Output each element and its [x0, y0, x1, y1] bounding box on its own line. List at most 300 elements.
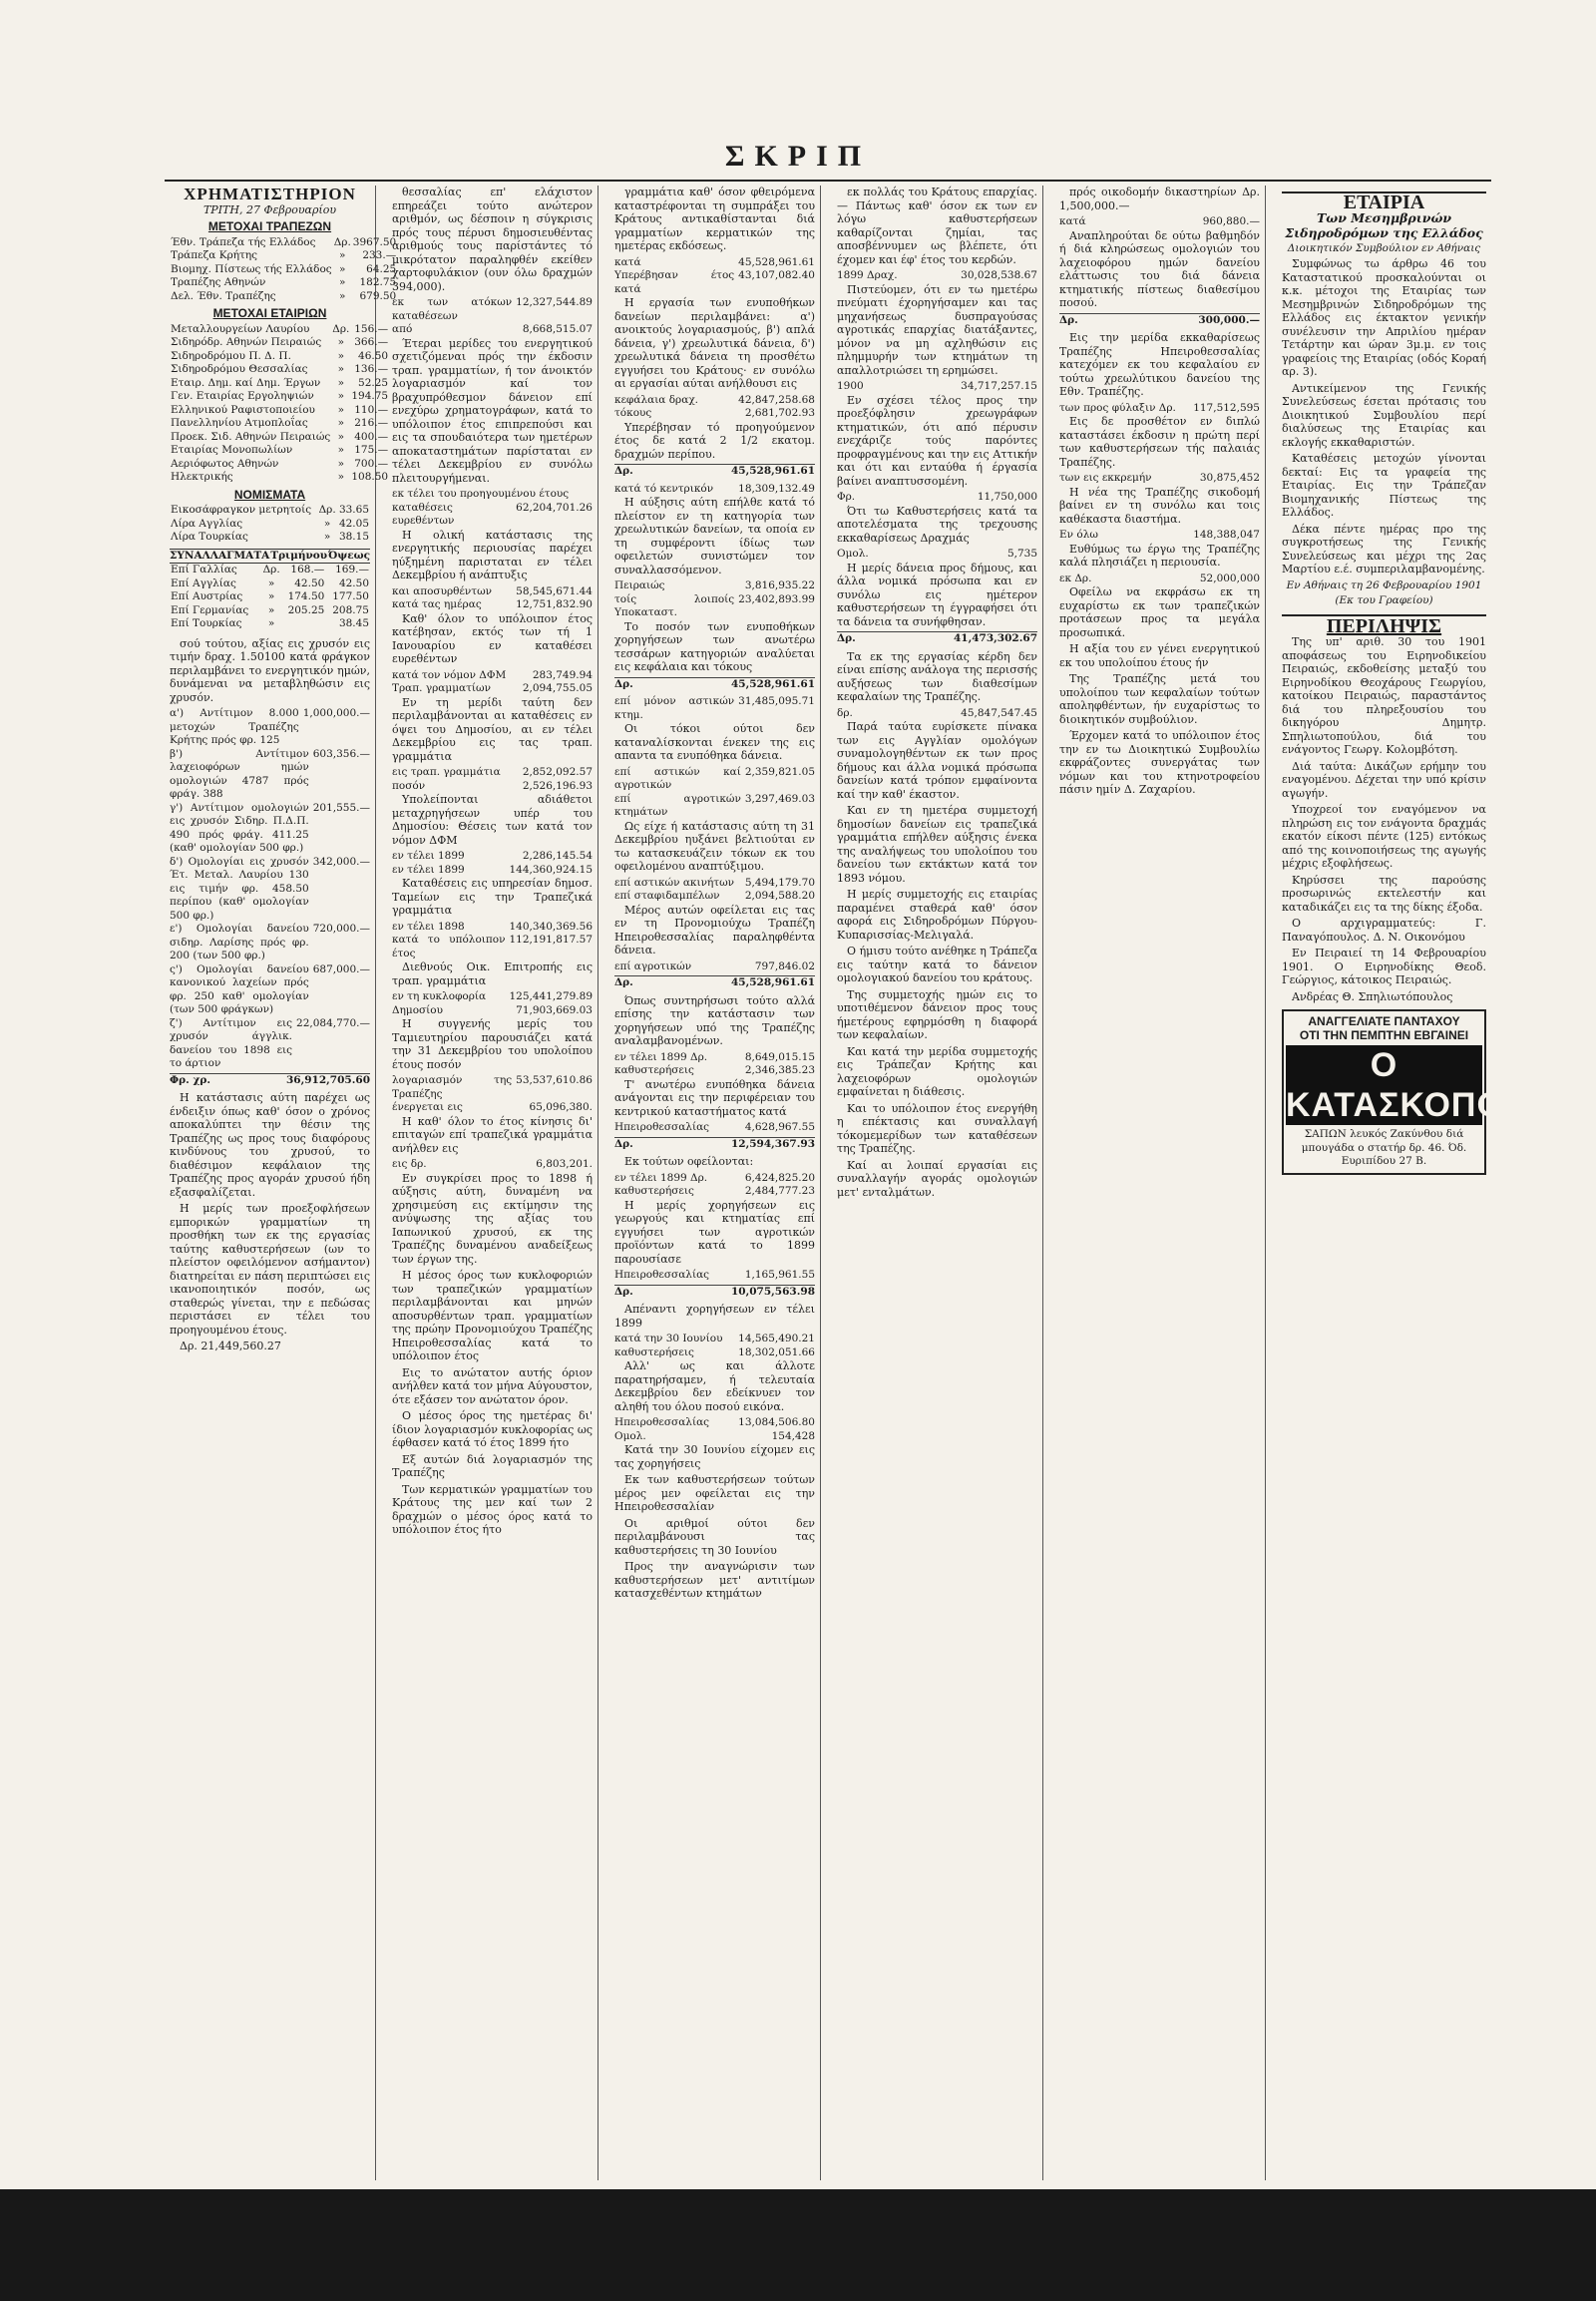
figure-row: [614, 394, 815, 408]
figure-row: [614, 1185, 815, 1199]
figure-value: 45,528,961.61: [730, 677, 815, 690]
figure-row: [837, 707, 1037, 721]
paragraph: Και κατά την μερίδα συμμετοχής εις Τράπεζαν Κρήτης και λαχειοφόρων ομολογιών εμφαίνεται η διάθεσις.: [837, 1044, 1037, 1098]
paragraph: Η μερίς χορηγήσεων εις γεωργούς και κτηματίας επί εγγυήσει των αγροτικών προϊόντων κατά το 1899 παρουσίασε: [614, 1198, 815, 1266]
paragraph: Η μερίς συμμετοχής εις εταιρίας παραμένει σταθερά καθ' όσον αφορά εις Σιδηροδρόμων Πύργου-Κυπαρισσίας-Μελιγαλά.: [837, 888, 1037, 942]
figure-value: 12,327,544.89: [516, 296, 593, 308]
figure-row: [614, 793, 815, 820]
column-4: [832, 186, 1043, 2180]
figure-row: [392, 502, 593, 529]
periplus-paragraph: Της υπ' αριθ. 30 του 1901 αποφάσεως του Ειρηνοδικείου Πειραιώς, εκδοθείσης μεταξύ του Ειρηνοδίκου Θεοχάρους Γεωργίου, κατοίκου Πειραιώς, παραστάντος διά του πληρεξουσίου του δικηγόρου Δημητρ. Σπηλιωτοπούλου, διά του ενάγοντος Γεωργ. Κολομβότση.: [1282, 635, 1486, 756]
quote-value: 400.—: [354, 430, 389, 443]
figure-label: Πειραιώς: [614, 579, 665, 591]
figure-row: [392, 1101, 593, 1115]
figure-label: Δρ.: [614, 677, 633, 690]
figure-row: [614, 1269, 815, 1283]
figure-value: 3,297,469.03: [744, 792, 815, 805]
paragraph: Ο μέσος όρος της ημετέρας δι' ίδιον λογαριασμόν κυκλοφορίας ως έφθασεν κατά τό έτος 1899 ήτο: [392, 1409, 593, 1449]
figure-row: [614, 1430, 815, 1444]
quote-row: [170, 350, 389, 364]
figure-row: [392, 682, 593, 696]
paragraph: Ότι τω Καθυστερήσεις κατά τα αποτελέσματα της τρεχουσης εκκαθαρίσεως Δραχμάς: [837, 504, 1037, 545]
paragraph: Τα εκ της εργασίας κέρδη δεν είναι επίσης ανάλογα της περισσής αυξήσεως των διαθεσίμων κεφαλαίων της Τραπέζης.: [837, 649, 1037, 703]
fx-header: [170, 549, 370, 565]
gold-item-label: ς') Ομολογίαι δανείου κανονικού λαχείων πρός φρ. 250 καθ' ομολογίαν (των 500 φράγκων): [170, 962, 309, 1015]
quote-name: Ελληνικού Ραφιστοποιείου: [171, 403, 315, 416]
paragraph: Εν σχέσει τέλος προς την προεξόφλησιν χρεωγράφων κτηματικών, ότι από πέρυσιν ενεχάριζε τούς παρόντες προφραγμένους και την εις Αττικήν και ότι και ενταύθα ή έργασία βαίνει αναπτυσσομένη.: [837, 393, 1037, 488]
figure-value: 148,388,047: [1193, 529, 1260, 541]
figure-label: εις τραπ. γραμμάτια: [392, 766, 501, 778]
quote-name: Εταιρ. Δημ. καί Δημ. Έργων: [171, 376, 321, 389]
quote-value: 679.50: [359, 289, 397, 302]
figure-label: εκ Δρ.: [1059, 572, 1092, 584]
figure-row: [614, 1051, 815, 1065]
fx-unit: Δρ.: [262, 564, 280, 575]
figure-value: 154,428: [771, 1429, 815, 1442]
quote-name: Αεριόφωτος Αθηνών: [171, 457, 279, 470]
quote-value: 110.—: [354, 403, 389, 416]
masthead: [0, 140, 1596, 174]
paragraph: Οι αριθμοί ούτοι δεν περιλαμβάνουσι τας καθυστερήσεις τη 30 Ιουνίου: [614, 1516, 815, 1557]
figure-label: επί σταφιδαμπέλων: [614, 890, 720, 902]
gold-item: [170, 963, 370, 1017]
figure-row: [837, 269, 1037, 283]
figure-label: Εν όλω: [1059, 529, 1098, 541]
figure-label: επί αστικών καί αγροτικών: [614, 765, 741, 791]
figure-row: [614, 1137, 815, 1152]
figure-row: [614, 483, 815, 497]
figure-label: Δρ.: [837, 632, 856, 644]
fx-unit: »: [267, 603, 275, 616]
paragraph: Και εν τη ημετέρα συμμετοχή δημοσίων δανείων εις τραπεζικά γραμμάτια επήλθεν αύξησις ένεκα της αναλήψεως του υπολοίπου του δανείου των εκτάκτων κατά τον 1893 νόμου.: [837, 804, 1037, 885]
figure-label: εν τέλει 1899: [392, 850, 465, 862]
quote-name: Βιομηχ. Πίστεως τής Ελλάδος: [171, 262, 332, 275]
quote-name: Τράπεζα Κρήτης: [171, 249, 258, 261]
paragraph: Πιστεύομεν, ότι εν τω ημετέρω πνεύματι έχορηγήσαμεν και τας μηχανήσεως δυσπραγούσας αγροτικάς επαρχίας διατάξαντες, μόνον να μη αχληθώσιν εις πλημμυρήν των κτημάτων τη απαλλοτριώσει τη ερημώσει.: [837, 282, 1037, 377]
fx-name: Επί Γαλλίας: [171, 564, 237, 575]
figure-row: [392, 296, 593, 323]
figure-row: [614, 593, 815, 620]
gold-item-label: δ') Ομολογίαι εις χρυσόν Έτ. Μεταλ. Λαυρίου 130 εις τιμήν φρ. 458.50 περίπου (καθ' ομολογίαν 500 φρ.): [170, 855, 309, 922]
figure-label: Δρ.: [614, 1285, 633, 1298]
figure-label: ποσόν: [392, 779, 426, 792]
quote-row: [170, 390, 389, 404]
figure-label: κατά την 30 Ιουνίου: [614, 1333, 723, 1344]
paragraph: Υπολείπονται αδιάθετοι μεταχρηγήσεων υπέρ του Δημοσίου: Θέσεις των κατά τον νόμον ΔΦΜ: [392, 793, 593, 847]
quote-name: Πανελληνίου Ατμοπλοΐας: [171, 417, 308, 429]
quote-name: Τραπέζης Αθηνών: [171, 276, 266, 288]
quote-row: [170, 363, 389, 377]
quote-value: 216.—: [354, 417, 389, 429]
quote-row: [170, 471, 389, 485]
figure-value: 31,485,095.71: [738, 695, 815, 707]
quote-name: Μεταλλουργείων Λαυρίου: [171, 322, 310, 335]
quote-unit: »: [337, 376, 345, 389]
paragraph: Η νέα της Τραπέζης σικοδομή βαίνει εν τη συνόλω και τοις καθέκαστα διαστήμα.: [1059, 485, 1260, 526]
gold-item: [170, 856, 370, 924]
figure-value: 112,191,817.57: [509, 934, 593, 946]
fx-unit: »: [267, 590, 275, 602]
figure-label: Ηπειροθεσσαλίας: [614, 1416, 710, 1428]
col2-body: [392, 186, 593, 1537]
periplus-title: ΠΕΡΙΛΗΨΙΣ: [1282, 614, 1486, 634]
paragraph: Προς την αναγνώρισιν των καθυστερήσεων μετ' αντιτίμων κατασχεθέντων κτημάτων: [614, 1560, 815, 1600]
figure-value: [589, 488, 593, 502]
figure-row: [392, 990, 593, 1004]
figure-label: Δρ.: [1059, 313, 1078, 326]
figure-value: 125,441,279.89: [509, 990, 593, 1002]
figure-label: εν τη κυκλοφορία: [392, 990, 487, 1002]
quote-row: [170, 444, 389, 458]
figure-row: [614, 877, 815, 891]
quote-unit: »: [337, 444, 345, 456]
col1-total-value: 36,912,705.60: [285, 1073, 370, 1086]
gold-item: [170, 748, 370, 802]
fx-row: [170, 577, 370, 591]
periplus-paragraph: Ανδρέας Θ. Σπηλιωτόπουλος: [1292, 989, 1453, 1003]
quote-unit: »: [337, 363, 345, 375]
figure-label: Δρ.: [614, 976, 633, 988]
paragraph: θεσσαλίας επ' ελάχιστον επηρεάζει τούτο ανώτερον αριθμόν, ως δέσποιν η σύγκρισις πρός τους πέρυσι δημοσιευθέντας αριθμούς τους παρίστάντες τό μικρότατον παραληφθέν εκείθεν χαρτοφυλάκιον (ουν όλω δραχμών 394,000).: [392, 186, 593, 293]
quote-value: 156.—: [354, 322, 389, 335]
figure-value: 18,302,051.66: [738, 1345, 815, 1358]
figure-value: 13,084,506.80: [738, 1416, 815, 1428]
figure-row: [614, 975, 815, 990]
quote-name: Ηλεκτρικής: [171, 471, 233, 483]
figure-value: 2,852,092.57: [522, 766, 593, 778]
fx-three-month: 42.50: [294, 576, 325, 589]
figure-row: [614, 269, 815, 296]
paragraph: Υπερέβησαν τό προηγούμενον έτος δε κατά 2 1/2 εκατομ. δραχμών περίπου.: [614, 420, 815, 461]
figure-row: [392, 323, 593, 337]
fx-table: [170, 564, 370, 631]
quote-row: [170, 504, 370, 518]
paragraph: Εις την μερίδα εκκαθαρίσεως Τραπέζης Ηπειροθεσσαλίας κατεχόμεν εκ του κεφαλαίου εν τούτω χρεωλύτικου δανείου της Εθν. Τραπέζης.: [1059, 331, 1260, 398]
fx-header-sight: Όψεως: [328, 549, 370, 562]
quote-row: [170, 290, 397, 304]
figure-row: [837, 631, 1037, 646]
figure-value: 52,000,000: [1199, 572, 1260, 584]
figure-value: 117,512,595: [1193, 401, 1260, 414]
figure-label: κεφάλαια δραχ.: [614, 393, 699, 406]
gold-item-amount: 342,000.—: [312, 855, 370, 868]
figure-row: [392, 598, 593, 612]
quote-name: Εταιρίας Μονοπωλίων: [171, 444, 293, 456]
figure-value: 797,846.02: [754, 959, 815, 972]
paragraph: Της συμμετοχής ημών εις το υποτιθέμενον δάνειον προς τους ήμετέρους εφηρμόσθη η διαφορά των κεφαλαίων.: [837, 987, 1037, 1041]
figure-row: [837, 548, 1037, 562]
ad-line-2: ΟΤΙ ΤΗΝ ΠΕΜΠΤΗΝ ΕΒΓΑΙΝΕΙ: [1299, 1027, 1469, 1042]
advertisement: [1282, 1009, 1526, 1175]
figure-value: 2,526,196.93: [522, 779, 593, 792]
paragraph: Της Τραπέζης μετά του υπολοίπου των κεφαλαίων τούτων αποληφθέντων, ήν ευχαρίστως το διοικητικόν συμβούλιον.: [1059, 672, 1260, 726]
figure-value: 14,565,490.21: [738, 1333, 815, 1344]
figure-label: κατά το υπόλοιπον έτος: [392, 934, 506, 959]
figure-label: από: [392, 323, 413, 335]
quote-value: 46.50: [358, 349, 389, 362]
paragraph: Το ποσόν των ενυποθήκων χορηγήσεων των ανωτέρω τεσσάρων κατηγοριών αναλύεται εις κεφάλαια και τόκους: [614, 619, 815, 673]
figure-value: 2,681,702.93: [744, 407, 815, 419]
quote-unit: »: [323, 531, 331, 543]
figure-label: επί αγροτικών: [614, 959, 692, 972]
fx-unit: »: [267, 617, 275, 629]
quote-unit: »: [339, 276, 346, 288]
fx-three-month: 168.—: [290, 564, 325, 575]
paragraph: Η αύξησις αύτη επήλθε κατά τό πλείστον εν τη κατηγορία των χρεωλυτικών δανείων, τα οποία εν τη συμφέροντι ίδίως των οφειλετών συνιστώμεν τον συναλλασσόμενον.: [614, 496, 815, 576]
paragraph: Εκ των καθυστερήσεων τούτων μέρος μεν οφείλεται εις την Ηπειροθεσσαλίαν: [614, 1473, 815, 1513]
fx-sight: 38.45: [338, 617, 369, 629]
figure-label: κατά τον νόμον ΔΦΜ: [392, 668, 507, 681]
figure-row: [1059, 573, 1260, 586]
figure-label: εκ τέλει του προηγουμένου έτους: [392, 488, 570, 500]
figure-label: τόκους: [614, 407, 652, 419]
figure-label: καταθέσεις ευρεθέντων: [392, 501, 455, 527]
paragraph: Οι τόκοι ούτοι δεν καταναλίσκονται ένεκεν της εις απαντα τα ενυπόθηκα δάνεια.: [614, 722, 815, 762]
figure-label: Δημοσίου: [392, 1003, 444, 1016]
quote-unit: »: [337, 336, 345, 348]
paragraph: Και το υπόλοιπον έτος ενεργήθη η επέκτασις και συναλλαγή τόκομεμερίδων των καταθέσεων της Τραπέζης.: [837, 1101, 1037, 1155]
fx-row: [170, 590, 370, 604]
figure-label: δρ.: [837, 706, 853, 719]
figure-row: [614, 695, 815, 722]
quote-row: [170, 323, 389, 337]
periplus-paragraph: Υποχρεοί τον εναγόμενον να πληρώση εις τον ενάγοντα δραχμάς εκατόν είκοσι πέντε (125) εντόκως από της κοινοποιήσεως της αγωγής μέχρις εξοφλήσεως.: [1282, 803, 1486, 870]
figure-row: [614, 256, 815, 270]
paragraph: Ο ήμισυ τούτο ανέθηκε η Τράπεζα εις ταύτην κατά το δάνειον ομολογιακού δανείου του κράτους.: [837, 945, 1037, 984]
figure-value: 3,816,935.22: [744, 579, 815, 591]
paragraph: Καθ' όλον το υπόλοιπον έτος κατέβησαν, εκτός των τή 1 Ιανουαρίου εν καταθέσει ευρεθέντων: [392, 611, 593, 665]
col3-body: [614, 186, 815, 1601]
figure-label: λογαριασμόν της Τραπέζης: [392, 1074, 513, 1100]
figure-row: [392, 1004, 593, 1018]
figure-value: 45,528,961.61: [730, 976, 815, 988]
paragraph: Κατά την 30 Ιουνίου είχομεν εις τας χορηγήσεις: [614, 1443, 815, 1470]
notice-title: ΕΤΑΙΡΙΑ: [1282, 192, 1486, 210]
figure-label: Ηπειροθεσσαλίας: [614, 1269, 710, 1281]
notice-body: [1282, 257, 1486, 576]
figure-label: καθυστερήσεις: [614, 1185, 694, 1197]
figure-label: Δρ.: [614, 465, 633, 477]
figure-label: κατά τας ημέρας: [392, 598, 482, 610]
notice-paragraph: Καταθέσεις μετοχών γίνονται δεκταί: Εις τα γραφεία της Εταιρίας. Εις την Τράπεζαν Βιομηχανικής Πίστεως της Ελλάδος.: [1282, 452, 1486, 519]
quote-value: 136.—: [354, 363, 389, 375]
figure-value: 2,359,821.05: [744, 765, 815, 778]
figure-label: εν τέλει 1898: [392, 920, 465, 933]
figure-row: [837, 380, 1037, 394]
figure-label: και αποσυρθέντων: [392, 584, 493, 597]
col1-text: [170, 1091, 370, 1353]
quote-value: 64.25: [366, 262, 397, 275]
quote-value: 194.75: [351, 390, 389, 402]
figure-value: 6,803,201.: [536, 1158, 593, 1170]
figure-value: 71,903,669.03: [516, 1003, 593, 1016]
paragraph: Καί αι λοιπαί εργασίαι εις συναλλαγήν αγοράς ομολογιών μετ' ενταλμάτων.: [837, 1158, 1037, 1199]
figure-row: [392, 921, 593, 935]
figure-label: καθυστερήσεις: [614, 1345, 694, 1358]
figure-value: 53,537,610.86: [516, 1074, 593, 1086]
paragraph: γραμμάτια καθ' όσον φθειρόμενα καταστρέφονται τη συμπράξει του Κράτους αντικαθίστανται διά γραμματίων κερματικών της ημετέρας εκδόσεως.: [614, 186, 815, 252]
quote-row: [170, 431, 389, 445]
paragraph: Η μερίς των προεξοφλήσεων εμπορικών γραμματίων τη προσθήκη των εκ της εργασίας ταύτης καθυστερήσεων (ων το πλείστον οφειλόμενον ασήμαντον) διατηρείται εν πάση περιπτώσει εις ικανοποιητικόν ποσόν, ως σταθερώς γίνεται, την ε πεδώσας περιστάσει εν τέλει του προηγουμένου έτους.: [170, 1202, 370, 1337]
figure-value: 30,028,538.67: [961, 269, 1037, 281]
fx-name: Επί Τουρκίας: [171, 617, 242, 629]
figure-value: 2,286,145.54: [522, 850, 593, 862]
figure-row: [1059, 215, 1260, 229]
paragraph: Των κερματικών γραμματίων του Κράτους της μεν καί των 2 δραχμών ο μέσος όρος κατά το υπόλοιπον έτος ήτο: [392, 1482, 593, 1536]
paragraph: Απέναντι χορηγήσεων εν τέλει 1899: [614, 1303, 815, 1330]
paragraph: Παρά ταύτα ευρίσκετε πίνακα των εις Αγγλίαν ομολόγων συναμολογηθέντων εκ των προς δήμους και άλλα νομικά πρόσωπα δανείων κατά τρόπον εμφαίνοντα καί την καθ' έκαστον.: [837, 720, 1037, 801]
quote-unit: »: [337, 390, 345, 402]
figure-value: 1,165,961.55: [744, 1269, 815, 1281]
notice-place-date: Εν Αθήναις τη 26 Φεβρουαρίου 1901: [1286, 578, 1482, 591]
companies-table: [170, 323, 389, 485]
quote-value: 175.—: [354, 444, 389, 456]
periplus-paragraph: Εν Πειραιεί τη 14 Φεβρουαρίου 1901. Ο Ειρηνοδίκης Θεοδ. Γεώργιος, κάτοικος Πειραιώς.: [1282, 947, 1486, 986]
masthead-rule: [165, 180, 1491, 182]
quote-unit: Δρ.: [333, 235, 351, 248]
gold-item-label: α') Αντίτιμον 8.000 μετοχών Τραπέζης Κρήτης πρός φρ. 125: [170, 707, 299, 746]
gold-item-label: ζ') Αντίτιμον εις χρυσόν άγγλικ. δανείου του 1898 εις το άρτιον: [170, 1016, 293, 1069]
periplus-body: [1282, 635, 1486, 1003]
periplus-paragraph: Κηρύσσει της παρούσης προσωρινώς εκτελεστήν και καταδικάζει εις τα της δίκης έξοδα.: [1282, 873, 1486, 914]
figure-label: ένεργεται εις: [392, 1101, 463, 1113]
figure-label: 1900: [837, 380, 864, 392]
exchange-date: ΤΡΙΤΗ, 27 Φεβρουαρίου: [202, 202, 337, 216]
quote-unit: »: [323, 517, 331, 530]
figure-value: 45,528,961.61: [730, 465, 815, 477]
paragraph: Η ολική κατάστασις της ενεργητικής περιουσίας παρέχει ηύξημένη παρισταται εν τέλει Δεκεμβρίου ή ανάπτυξις: [392, 528, 593, 581]
figure-row: [392, 1074, 593, 1101]
col1-gold-list: [170, 637, 370, 1071]
figure-row: [392, 585, 593, 599]
exchange-title: ΧΡΗΜΑΤΙΣΤΗΡΙΟΝ: [184, 185, 356, 203]
figure-value: 11,750,000: [977, 491, 1037, 503]
paragraph: Η εργασία των ενυποθήκων δανείων περιλαμβάνει: α') ανοικτούς λογαριασμούς, β') απλά δάνεια, γ') χρεωλυτικά δάνεια, δ') χρεωλυτικά δάνεια τη προσθέτω εγγυήσει του Κράτους· εν συνόλω αι εργασίαι αύται ανήλθουσι εις: [614, 296, 815, 390]
gold-item-amount: 720,000.—: [312, 923, 370, 935]
figure-value: 2,484,777.23: [744, 1185, 815, 1197]
quote-unit: »: [339, 262, 346, 275]
figure-value: 2,094,588.20: [744, 890, 815, 902]
quote-name: Προεκ. Σιδ. Αθηνών Πειραιώς: [171, 430, 331, 443]
figure-label: 1899 Δραχ.: [837, 269, 898, 281]
figure-value: 5,494,179.70: [744, 876, 815, 889]
figure-row: [392, 934, 593, 960]
paragraph: Η συγγενής μερίς του Ταμιευτηρίου παρουσιάζει κατά την 31 Δεκεμβρίου του υπολοίπου έτους ποσόν: [392, 1017, 593, 1071]
figure-row: [614, 1172, 815, 1186]
paragraph: Η μέσος όρος των κυκλοφοριών των τραπεζικών γραμματίων περιλαμβάνονται και μηνών αποσυρθέντων τραπ. γραμματίων της πρώην Προνομιούχου Τραπέζης Ηπειροθεσσαλίας κατά το υπόλοιπον έτος: [392, 1269, 593, 1362]
paragraph: Δρ. 21,449,560.27: [180, 1340, 281, 1352]
notice-subtitle: Των Μεσημβρινών Σιδηροδρόμων της Ελλάδος: [1285, 209, 1483, 240]
fx-row: [170, 564, 370, 577]
quote-row: [170, 236, 397, 250]
figure-value: 41,473,302.67: [953, 632, 1037, 644]
quote-name: Λίρα Τουρκίας: [171, 531, 248, 543]
fx-header-label: ΣΥΝΑΛΛΑΓΜΑΤΑ: [170, 549, 270, 562]
figure-value: 2,346,385.23: [744, 1064, 815, 1076]
quote-row: [170, 531, 370, 545]
ad-headline: Ο ΚΑΤΑΣΚΟΠΟΣ: [1286, 1046, 1526, 1124]
quote-name: Σιδηρόδρ. Αθηνών Πειραιώς: [171, 336, 322, 348]
col5-body: [1059, 186, 1260, 797]
fx-name: Επί Γερμανίας: [171, 603, 249, 616]
figure-value: 42,847,258.68: [738, 393, 815, 406]
paragraph: Εις δε προσθέτον εν διπλώ καταστάσει έκδοσιν η πρώτη περί των καθυστερήσεων τής παλαιάς Τραπέζης.: [1059, 415, 1260, 469]
quote-row: [170, 249, 397, 263]
quote-row: [170, 336, 389, 350]
figure-row: [392, 766, 593, 780]
quote-row: [170, 404, 389, 418]
paragraph: Αλλ' ως και άλλοτε παρατηρήσαμεν, ή τελευταία Δεκεμβρίου δεν εδείκνυεν τον αληθή του όλου ποσού εικόνα.: [614, 1359, 815, 1413]
quote-row: [170, 377, 389, 391]
figure-label: κατά: [614, 255, 641, 268]
quote-unit: »: [337, 349, 345, 362]
paragraph: Μέρος αυτών οφείλεται εις τας εν τη Προνομιούχω Τραπέζη Ηπειροθεσσαλίας παραληφθέντα δάνεια.: [614, 903, 815, 957]
figure-row: [614, 1416, 815, 1430]
fx-row: [170, 617, 370, 631]
figure-value: 30,875,452: [1199, 472, 1260, 484]
figure-row: [1059, 313, 1260, 328]
figure-row: [1059, 402, 1260, 416]
paragraph: Εξ αυτών διά λογαριασμόν της Τραπέζης: [392, 1452, 593, 1479]
quote-value: 233.—: [362, 249, 397, 261]
figure-value: 65,096,380.: [529, 1101, 593, 1113]
paragraph: Η αξία του εν γένει ενεργητικού εκ του υπολοίπου έτους ήν: [1059, 642, 1260, 669]
paragraph: Αναπληρούται δε ούτω βαθμηδόν ή διά κληρώσεως ομολογιών του λαχειοφόρου ημών δανείου ελάττωσις του διά δάνεια κτηματικής πίστεως διαθεσίμου ποσού.: [1059, 228, 1260, 309]
figure-label: Τραπ. γραμματίων: [392, 682, 491, 694]
companies-title: ΜΕΤΟΧΑΙ ΕΤΑΙΡΙΩΝ: [212, 306, 327, 320]
quote-unit: »: [337, 430, 345, 443]
paragraph: εκ πολλάς του Κράτους επαρχίας.— Πάντως καθ' όσον εκ των εν λόγω καθυστερήσεων καθαρίζονται ζημίαι, τας αποσβέννυμεν ως βλέπετε, ότι έχομεν και έφ' έτος του κερδών.: [837, 186, 1037, 266]
figure-label: καθυστερήσεις: [614, 1064, 694, 1076]
fx-sight: 208.75: [332, 603, 369, 616]
figure-value: 62,204,701.26: [516, 501, 593, 514]
paragraph: Η καθ' όλον το έτος κίνησις δι' επιταγών επί τραπεζικά γραμμάτια ανήλθεν εις: [392, 1114, 593, 1155]
periplus-paragraph: Ο αρχιγραμματεύς: Γ. Παναγόπουλος. Δ. Ν. Οικονόμου: [1282, 917, 1486, 944]
figure-label: Ομολ.: [837, 548, 869, 560]
figure-label: Δρ.: [614, 1137, 633, 1150]
figure-row: [614, 677, 815, 692]
figure-label: Υπερέβησαν έτος κατά: [614, 269, 735, 295]
figure-value: 5,735: [1006, 548, 1037, 560]
figure-row: [614, 1285, 815, 1300]
figure-row: [614, 1346, 815, 1360]
quote-unit: »: [337, 471, 345, 483]
quote-value: 3967.50: [352, 235, 397, 248]
figure-label: Φρ.: [837, 491, 856, 503]
quote-name: Σιδηροδρόμου Π. Δ. Π.: [171, 349, 291, 362]
paragraph: Καταθέσεις εις υπηρεσίαν δημοσ. Ταμείων εις την Τραπεζικά γραμμάτια: [392, 877, 593, 917]
figure-value: 960,880.—: [1202, 215, 1260, 227]
figure-row: [614, 890, 815, 904]
figure-label: επί αγροτικών κτημάτων: [614, 792, 741, 818]
figure-row: [614, 1121, 815, 1135]
gold-item: [170, 1017, 370, 1071]
figure-row: [837, 491, 1037, 505]
figure-row: [392, 850, 593, 864]
quote-row: [170, 263, 397, 277]
figure-label: Ηπειροθεσσαλίας: [614, 1121, 710, 1133]
banks-title: ΜΕΤΟΧΑΙ ΤΡΑΠΕΖΩΝ: [207, 219, 332, 233]
currency-table: [170, 504, 370, 545]
quote-value: 52.25: [358, 376, 389, 389]
figure-row: [392, 864, 593, 878]
quote-unit: »: [339, 289, 346, 302]
figure-row: [614, 1333, 815, 1346]
figure-value: 300,000.—: [1198, 313, 1260, 326]
banks-table: [170, 236, 397, 304]
figure-value: 45,847,547.45: [961, 706, 1037, 719]
fx-three-month: 205.25: [287, 603, 325, 616]
